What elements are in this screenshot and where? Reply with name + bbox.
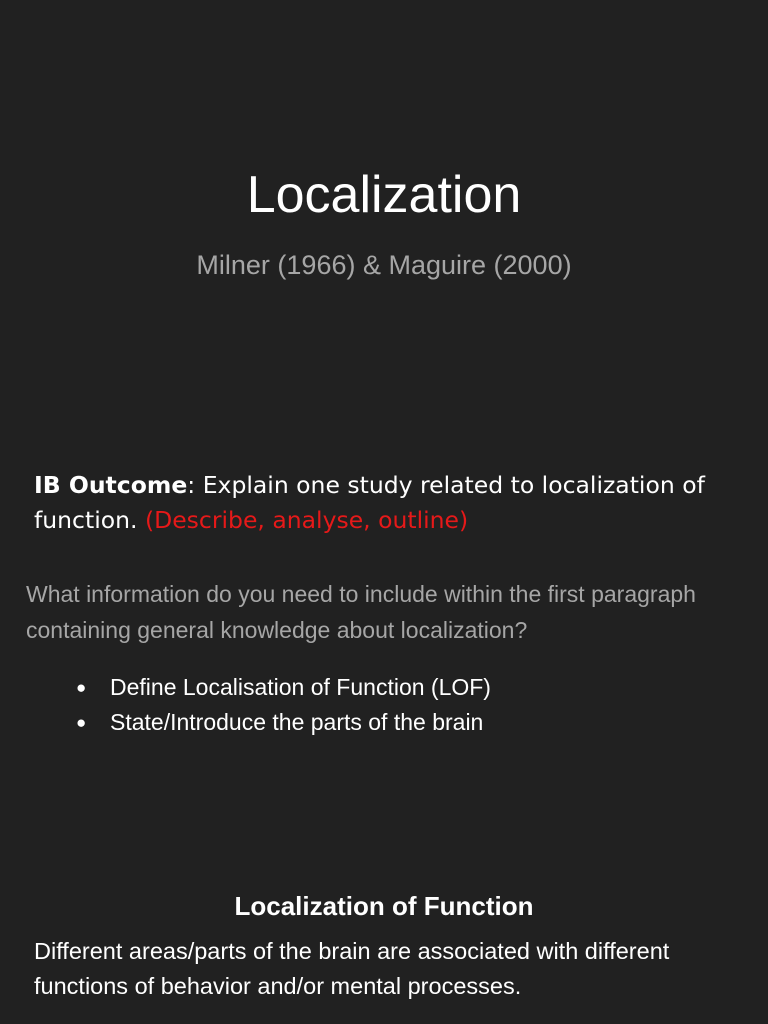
bullet-icon: ● [76, 713, 87, 732]
definition-slide [0, 844, 768, 1024]
list-item [76, 670, 491, 705]
ib-outcome-text: Explain one study related to localization of function. [34, 471, 705, 534]
list-item [76, 705, 491, 740]
section-heading: Localization of Function [234, 891, 534, 921]
bullet-icon: ● [76, 678, 87, 697]
ib-outcome-colon: : [187, 471, 196, 499]
outcome-slide [0, 404, 768, 844]
title-slide [0, 0, 768, 404]
guiding-question: What information do you need to include within the first paragraph containing general knowledge about localization? [26, 581, 696, 643]
ib-outcome-paragraph [34, 468, 744, 538]
slide-title: Localization [246, 166, 522, 224]
definition-text: Different areas/parts of the brain are associated with different functions of behavior and/or mental processes. [34, 938, 670, 999]
ib-outcome-label: IB Outcome [34, 471, 188, 499]
bullet-text: Define Localisation of Function (LOF) [110, 674, 491, 700]
bullet-list [76, 670, 491, 740]
ib-outcome-command-terms: (Describe, analyse, outline) [144, 506, 469, 534]
slide-subtitle: Milner (1966) & Maguire (2000) [196, 250, 572, 280]
bullet-text: State/Introduce the parts of the brain [110, 709, 484, 735]
